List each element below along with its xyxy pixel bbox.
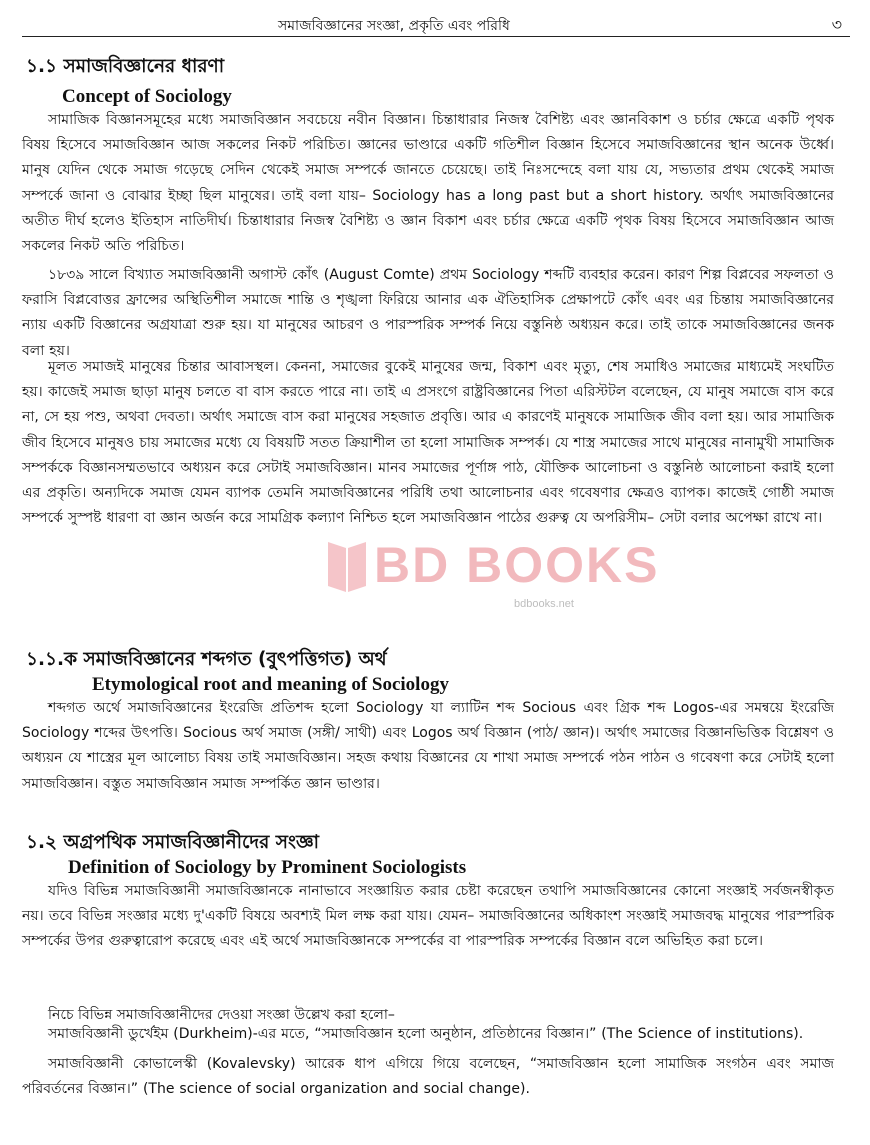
watermark-url: bdbooks.net bbox=[514, 598, 574, 610]
section-heading-bn: ১.২ অগ্রপথিক সমাজবিজ্ঞানীদের সংজ্ঞা bbox=[26, 832, 320, 853]
paragraph: যদিও বিভিন্ন সমাজবিজ্ঞানী সমাজবিজ্ঞানকে নানাভাবে সংজ্ঞায়িত করার চেষ্টা করেছেন তথাপি সমাজবিজ্ঞানের কোনো সংজ্ঞাই সর্বজনস্বীকৃত নয়। তবে বিভিন্ন সংজ্ঞার মধ্যে দু'একটি বিষয়ে অবশ্যই মিল লক্ষ করা যায়। যেমন– সমাজবিজ্ঞানের অধিকাংশ সংজ্ঞাই সমাজবদ্ধ মানুষের পারস্পরিক সম্পর্কের উপর গুরুত্বারোপ করেছে এবং এই অর্থে সমাজবিজ্ঞানকে সম্পর্কের বা পারস্পরিক সম্পর্কের বিজ্ঞান বলে অভিহিত করা চলে। bbox=[22, 883, 834, 950]
running-title: সমাজবিজ্ঞানের সংজ্ঞা, প্রকৃতি এবং পরিধি bbox=[278, 18, 510, 34]
watermark-text: BD BOOKS bbox=[374, 537, 660, 593]
paragraph: মূলত সমাজই মানুষের চিন্তার আবাসস্থল। কেননা, সমাজের বুকেই মানুষের জন্ম, বিকাশ এবং মৃত্যু, শেষ সমাধিও সমাজের মাধ্যমেই সংঘটিত হয়। কাজেই সমাজ ছাড়া মানুষ চলতে বা বাস করতে পারে না। তাই এ প্রসংগে রাষ্ট্রবিজ্ঞানের পিতা এরিস্টটল বলেছেন, যে মানুষ সমাজে বাস করে না, সে হয় পশু, অথবা দেবতা। অর্থাৎ সমাজে বাস করা মানুষের সহজাত প্রবৃত্তি। আর এ কারণেই মানুষকে সামাজিক জীব বলা হয়। আর সামাজিক জীব হিসেবে মানুষও চায় সমাজের মধ্যে যে বিষয়টি সতত ক্রিয়াশীল তা হলো সামাজিক সম্পর্ক। যে শাস্ত্র সমাজের সাথে মানুষের নানামুখী সামাজিক সম্পর্ককে বিজ্ঞানসম্মতভাবে অধ্যয়ন করে সেটাই সমাজবিজ্ঞান। মানব সমাজের পূর্ণাঙ্গ পাঠ, যৌক্তিক আলোচনা ও বস্তুনিষ্ঠ আলোচনা করাই হলো এর প্রকৃতি। অন্যদিকে সমাজ যেমন ব্যাপক তেমনি সমাজবিজ্ঞানের পরিধি তথা আলোচনার এবং গবেষণার ক্ষেত্রও ব্যাপক। কাজেই গোষ্ঠী সমাজ সম্পর্কে সুস্পষ্ট ধারণা বা জ্ঞান অর্জন করে সামগ্রিক কল্যাণ নিশ্চিত হলে সমাজবিজ্ঞান পাঠের গুরুত্ব যে অপরিসীম– সেটা বলার অপেক্ষা রাখে না। bbox=[22, 359, 834, 527]
paragraph: সামাজিক বিজ্ঞানসমূহের মধ্যে সমাজবিজ্ঞান সবচেয়ে নবীন বিজ্ঞান। চিন্তাধারার নিজস্ব বৈশিষ্ট্য এবং জ্ঞানবিকাশ ও চর্চার ক্ষেত্রে একটি পৃথক বিষয় হিসেবে সমাজবিজ্ঞান আজ সকলের নিকট পরিচিত। জ্ঞানের ভাণ্ডারে একটি গতিশীল বিজ্ঞান হিসেবে সমাজবিজ্ঞানের স্থান অনেক উর্ধ্বে। মানুষ যেদিন থেকে সমাজ গড়েছে সেদিন থেকেই সমাজ সম্পর্কে জানতে চেয়েছে। তাই নিঃসন্দেহে বলা যায় যে, সভ্যতার প্রথম থেকেই সমাজ সম্পর্কে জানা ও বোঝার ইচ্ছা ছিল মানুষের। তাই বলা যায়– Sociology has a long past but a short history. অর্থাৎ সমাজবিজ্ঞানের অতীত দীর্ঘ হলেও ইতিহাস নাতিদীর্ঘ। চিন্তাধারার নিজস্ব বৈশিষ্ট্য ও জ্ঞান বিকাশ এবং চর্চার ক্ষেত্রে একটি পৃথক বিষয় হিসেবে সমাজবিজ্ঞান আজ সকলের নিকট অতি পরিচিত। bbox=[22, 112, 834, 255]
paragraph: ১৮৩৯ সালে বিখ্যাত সমাজবিজ্ঞানী অগাস্ট কোঁৎ (August Comte) প্রথম Sociology শব্দটি ব্যবহার করেন। কারণ শিল্প বিপ্লবের সফলতা ও ফরাসি বিপ্লবোত্তর ফ্রান্সের অস্থিতিশীল সমাজে শান্তি ও শৃঙ্খলা ফিরিয়ে আনার এক ঐতিহাসিক প্রেক্ষাপটে কোঁৎ এবং এর চিন্তায় সমাজবিজ্ঞানের ন্যায় একটি বিজ্ঞানের অগ্রযাত্রা শুরু হয়। যা মানুষের আচরণ ও পারস্পরিক সম্পর্ক নিয়ে বস্তুনিষ্ঠ অধ্যয়ন করে। তাই তাকে সমাজবিজ্ঞানের জনক বলা হয়। bbox=[22, 267, 834, 359]
section-heading-en: Definition of Sociology by Prominent Sociologists bbox=[68, 857, 467, 878]
paragraph: শব্দগত অর্থে সমাজবিজ্ঞানের ইংরেজি প্রতিশব্দ হলো Sociology যা ল্যাটিন শব্দ Socious এবং গ্রিক শব্দ Logos-এর সমন্বয়ে ইংরেজি Sociology শব্দের উৎপত্তি। Socious অর্থ সমাজ (সঙ্গী/ সাথী) এবং Logos অর্থ বিজ্ঞান (পাঠ/ জ্ঞান)। অর্থাৎ সমাজের বিজ্ঞানভিত্তিক বিশ্লেষণ ও অধ্যয়ন যে শাস্ত্রের মূল আলোচ্য বিষয় তাই সমাজবিজ্ঞান। সহজ কথায় বিজ্ঞানের যে শাখা সমাজ সম্পর্কে পঠন পাঠন ও গবেষণা করে সেটাই হলো সমাজবিজ্ঞান। বস্তুত সমাজবিজ্ঞান সমাজ সম্পর্কিত জ্ঞান ভাণ্ডার। bbox=[22, 700, 834, 792]
definition-durkheim: সমাজবিজ্ঞানী ডুর্খেইম (Durkheim)-এর মতে, “সমাজবিজ্ঞান হলো অনুষ্ঠান, প্রতিষ্ঠানের বিজ্ঞান।” (The Science of institutions). bbox=[48, 1026, 804, 1042]
running-header bbox=[22, 6, 850, 37]
section-heading-en: Concept of Sociology bbox=[62, 86, 232, 107]
section-heading-bn: ১.১ সমাজবিজ্ঞানের ধারণা bbox=[26, 56, 225, 77]
watermark bbox=[324, 534, 660, 624]
definition-kovalevsky: সমাজবিজ্ঞানী কোভালেস্কী (Kovalevsky) আরেক ধাপ এগিয়ে গিয়ে বলেছেন, “সমাজবিজ্ঞান হলো সামাজিক সংগঠন এবং সমাজ পরিবর্তনের বিজ্ঞান।” (The science of social organization and social change). bbox=[22, 1056, 834, 1098]
book-logo-icon bbox=[324, 534, 370, 596]
section-heading-en: Etymological root and meaning of Sociology bbox=[92, 674, 449, 695]
definitions-intro: নিচে বিভিন্ন সমাজবিজ্ঞানীদের দেওয়া সংজ্ঞা উল্লেখ করা হলো– bbox=[48, 1007, 395, 1023]
page-number: ৩ bbox=[831, 15, 842, 34]
section-heading-bn: ১.১.ক সমাজবিজ্ঞানের শব্দগত (বুৎপত্তিগত) অর্থ bbox=[26, 649, 387, 670]
